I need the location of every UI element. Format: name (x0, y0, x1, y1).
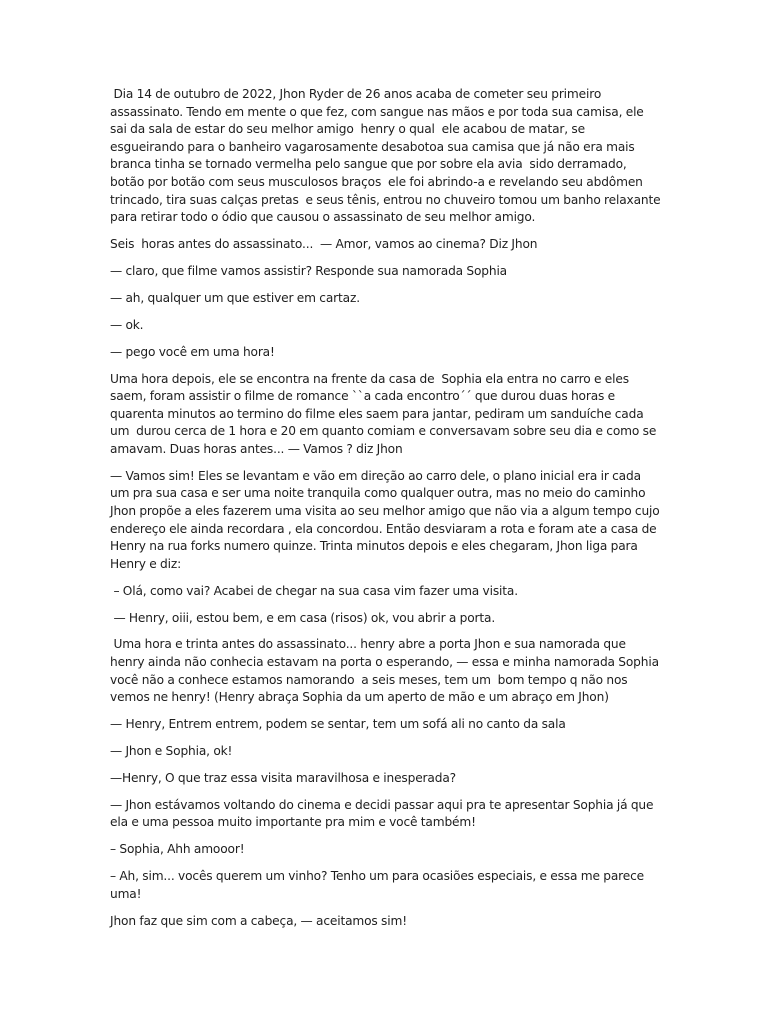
paragraph: — ah, qualquer um que estiver em cartaz. (110, 290, 360, 305)
paragraph: – Sophia, Ahh amooor! (110, 842, 245, 857)
paragraph: Jhon faz que sim com a cabeça, — aceitamos sim! (110, 913, 407, 928)
paragraph: — Jhon estávamos voltando do cinema e decidi passar aqui pra te apresentar Sophia já que ela e uma pessoa muito importante pra mim e você também! (110, 797, 657, 830)
paragraph: – Olá, como vai? Acabei de chegar na sua casa vim fazer uma visita. (110, 583, 518, 598)
paragraph: Dia 14 de outubro de 2022, Jhon Ryder de 26 anos acaba de cometer seu primeiro assassinato. Tendo em mente o que fez, com sangue nas mãos e por toda sua camisa, ele sai da sala de estar do seu melhor amigo henry o qual ele acabou de matar, se esgueirando para o banheiro vagarosamente desabotoa sua camisa que já não era mais branca tinha se tornado vermelha pelo sangue que por sobre ela avia sido derramado, botão por botão com seus musculosos braços ele foi abrindo-a e revelando seu abdômen trincado, tira suas calças pretas e seus tênis, entrou no chuveiro tomou um banho relaxante para retirar todo o ódio que causou o assassinato de seu melhor amigo. (110, 87, 664, 225)
paragraph: — Henry, Entrem entrem, podem se sentar, tem um sofá ali no canto da sala (110, 717, 566, 732)
paragraph: — Jhon e Sophia, ok! (110, 743, 233, 758)
paragraph: Seis horas antes do assassinato... — Amor, vamos ao cinema? Diz Jhon (110, 237, 538, 252)
paragraph: — Henry, oiii, estou bem, e em casa (risos) ok, vou abrir a porta. (110, 610, 496, 625)
paragraph: Uma hora depois, ele se encontra na frente da casa de Sophia ela entra no carro e eles saem, foram assistir o filme de romance ``a cada encontro´´ que durou duas horas e quarenta minutos ao termino do filme eles saem para jantar, pediram um sanduíche cada um durou cerca de 1 hora e 20 em quanto comiam e conversavam sobre seu dia e como se amavam. Duas horas antes... — Vamos ? diz Jhon (110, 371, 660, 456)
paragraph: — claro, que filme vamos assistir? Responde sua namorada Sophia (110, 263, 508, 278)
document-page (110, 86, 662, 940)
paragraph: — ok. (110, 317, 144, 332)
paragraph: — Vamos sim! Eles se levantam e vão em direção ao carro dele, o plano inicial era ir cada um pra sua casa e ser uma noite tranquila como qualquer outra, mas no meio do caminho Jhon propõe a eles fazerem uma visita ao seu melhor amigo que não via a algum tempo cujo endereço ele ainda recordara , ela concordou. Então desviaram a rota e foram ate a casa de Henry na rua forks numero quinze. Trinta minutos depois e eles chegaram, Jhon liga para Henry e diz: (110, 468, 664, 571)
paragraph: – Ah, sim... vocês querem um vinho? Tenho um para ocasiões especiais, e essa me parece uma! (110, 869, 648, 901)
paragraph: —Henry, O que traz essa visita maravilhosa e inesperada? (110, 770, 456, 785)
paragraph: Uma hora e trinta antes do assassinato... henry abre a porta Jhon e sua namorada que henry ainda não conhecia estavam na porta o esperando, — essa e minha namorada Sophia você não a conhece estamos namorando a seis meses, tem um bom tempo q não nos vemos ne henry! (Henry abraça Sophia da um aperto de mão e um abraço em Jhon) (110, 637, 663, 705)
paragraph: — pego você em uma hora! (110, 344, 275, 359)
